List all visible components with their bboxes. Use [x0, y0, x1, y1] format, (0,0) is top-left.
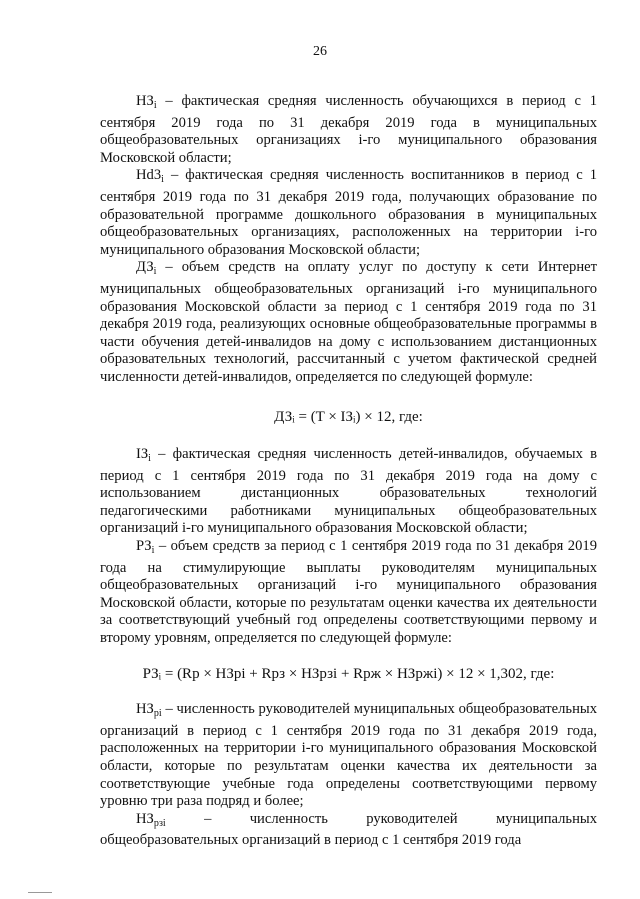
paragraph-text: – фактическая средняя численность детей-инвалидов, обучаемых в период с 1 сентября 2019 года по 31 декабря 2019 года на дому с использованием дистанционных образовательных технологий педагогическими работниками муниципальных общеобразовательных организаций i-го муниципального образования Московской области;: [100, 446, 597, 537]
paragraph-iz: [100, 446, 597, 538]
term-sub: i: [161, 174, 164, 186]
paragraph-text: – численность руководителей муниципальных общеобразовательных организаций в период с 1 сентября 2019 года: [100, 810, 597, 849]
term-iz: IЗ: [136, 446, 149, 463]
paragraph-text: – численность руководителей муниципальных общеобразовательных организаций в период с 1 сентября 2019 года по 31 декабря 2019 года, расположенных на территории i-го муниципального образования Московской области, которые по результатам оценки качества их деятельности за соответствующие учебные года определены соответствующими первому уровню три раза подряд и более;: [100, 701, 597, 810]
paragraph-text: – объем средств за период с 1 сентября 2019 года по 31 декабря 2019 года на стимулирующие выплаты руководителям муниципальных общеобразовательных организаций i-го муниципального образования Московской области, которые по результатам оценки качества их деятельности за соответствующий учебный год определены соответствующими первому и второму уровням, определяется по следующей формуле:: [100, 538, 597, 647]
formula-dz: ДЗᵢ = (T × IЗᵢ) × 12, где:: [274, 408, 423, 425]
paragraph-dz: [100, 259, 597, 386]
term-sub: i: [153, 100, 157, 111]
footer-rule: [28, 892, 52, 893]
term-sub: i: [148, 453, 151, 465]
term-sub: рi: [153, 708, 162, 720]
term-nzp: НЗ: [136, 701, 154, 718]
formula-rz: РЗᵢ = (Rр × НЗрi + Rрз × НЗрзi + Rрж × НЗржi) × 12 × 1,302, где:: [142, 665, 555, 682]
term-nzpz: НЗ: [136, 810, 154, 827]
paragraph-text: – фактическая средняя численность воспитанников в период с 1 сентября 2019 года по 31 декабря 2019 года, получающих образование по образовательной программе дошкольного образования в муниципальных общеобразовательных организациях, расположенных на территории i-го муниципального образования Московской области;: [100, 167, 597, 258]
term-sub: i: [153, 266, 157, 278]
term-nz: НЗ: [136, 93, 154, 109]
term-nd3: Нd3: [136, 167, 162, 184]
paragraph-nd3: [100, 167, 597, 259]
paragraph-nzpz: [100, 811, 597, 850]
paragraph-text: – фактическая средняя численность обучающихся в период с 1 сентября 2019 года по 31 декабря 2019 года в муниципальных общеобразовательных организациях i-го муниципального образования Московской области;: [100, 93, 597, 166]
page-number: 26: [313, 44, 327, 59]
paragraph-text: – объем средств на оплату услуг по доступу к сети Интернет муниципальных общеобразовательных организаций i-го муниципального образования Московской области за период с 1 сентября 2019 года по 31 декабря 2019 года, реализующих основные общеобразовательные программы в части обучения детей-инвалидов на дому с использованием дистанционных образовательных технологий, рассчитанный с учетом фактической средней численности детей-инвалидов, определяется по следующей формуле:: [100, 259, 597, 385]
document-body: [100, 93, 597, 850]
paragraph-nzp: [100, 701, 597, 811]
term-sub: рзi: [153, 817, 166, 829]
term-dz: ДЗ: [136, 259, 154, 276]
term-sub: i: [151, 545, 155, 557]
paragraph-nz: [100, 93, 597, 167]
term-rz: РЗ: [136, 538, 152, 555]
paragraph-rz: [100, 538, 597, 648]
